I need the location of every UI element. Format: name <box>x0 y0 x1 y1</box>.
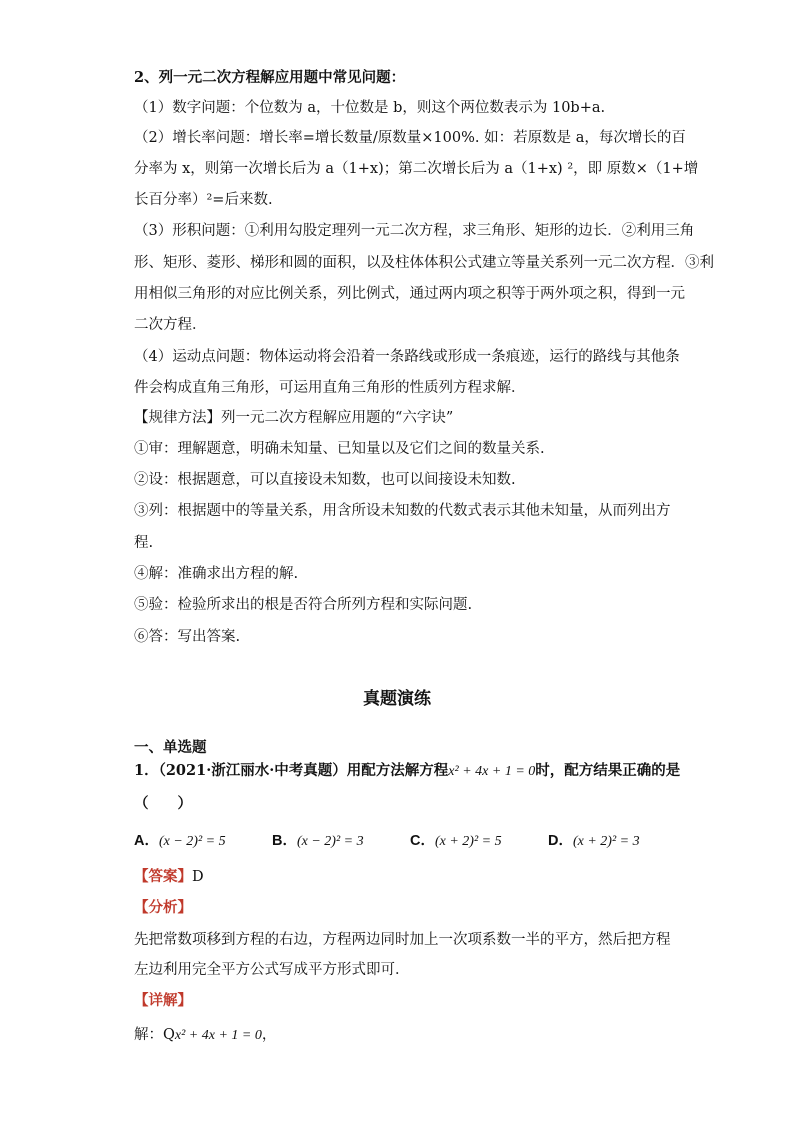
item-line: 用相似三角形的对应比例关系，列比例式，通过两内项之积等于两外项之积，得到一元 <box>134 286 685 302</box>
item-line: 长百分率）²=后来数. <box>134 192 273 208</box>
analysis-line: 左边利用完全平方公式写成平方形式即可． <box>134 962 410 978</box>
option-d[interactable] <box>548 830 640 853</box>
practice-title: 真题演练 <box>363 689 431 709</box>
detail-tag: 【详解】 <box>134 992 192 1009</box>
question-equation: x² + 4x + 1 = 0 <box>448 764 536 779</box>
detail-prefix: 解：Q <box>134 1027 175 1043</box>
method-heading: 【规律方法】列一元二次方程解应用题的“六字诀” <box>134 410 454 426</box>
option-expr: (x + 2)² = 3 <box>572 834 640 849</box>
item-line: 件会构成直角三角形，可运用直角三角形的性质列方程求解． <box>134 380 526 396</box>
question-stem <box>134 760 681 783</box>
item-line: 二次方程． <box>134 317 207 333</box>
option-label: C． <box>410 833 435 849</box>
option-label: D． <box>548 833 573 849</box>
question-type: 一、单选题 <box>134 739 207 756</box>
question-prefix: 1．（2021·浙江丽水·中考真题）用配方法解方程 <box>134 762 449 779</box>
detail-line <box>134 1024 674 1047</box>
item-line: 形、矩形、菱形、梯形和圆的面积，以及柱体体积公式建立等量关系列一元二次方程．③利 <box>134 255 714 271</box>
question-bracket: （ ） <box>134 795 192 812</box>
option-label: A． <box>134 833 159 849</box>
analysis-tag: 【分析】 <box>134 899 192 916</box>
answer-tag: 【答案】 <box>134 868 192 885</box>
method-step: ⑤验：检验所求出的根是否符合所列方程和实际问题. <box>134 597 473 613</box>
method-step: ②设：根据题意，可以直接设未知数，也可以间接设未知数. <box>134 472 516 488</box>
item-line: 分率为 x，则第一次增长后为 a（1+x)；第二次增长后为 a（1+x) ²，即 原数×（1+增 <box>134 161 699 177</box>
method-step: ⑥答：写出答案. <box>134 629 241 645</box>
option-label: B． <box>272 833 297 849</box>
section-heading: 2、列一元二次方程解应用题中常见问题： <box>134 69 406 86</box>
method-step: ①审：理解题意，明确未知量、已知量以及它们之间的数量关系. <box>134 441 545 457</box>
option-expr: (x − 2)² = 5 <box>158 834 226 849</box>
detail-suffix: ， <box>261 1027 277 1043</box>
method-step: ④解：准确求出方程的解. <box>134 566 299 582</box>
question-suffix: 时，配方结果正确的是 <box>535 762 681 779</box>
detail-equation: x² + 4x + 1 = 0 <box>174 1028 262 1043</box>
option-a[interactable] <box>134 830 226 853</box>
method-step: ③列：根据题中的等量关系，用含所设未知数的代数式表示其他未知量，从而列出方 <box>134 503 671 519</box>
option-expr: (x + 2)² = 5 <box>434 834 502 849</box>
option-expr: (x − 2)² = 3 <box>296 834 364 849</box>
item-line: （4）运动点问题：物体运动将会沿着一条路线或形成一条痕迹，运行的路线与其他条 <box>134 349 680 365</box>
option-b[interactable] <box>272 830 364 853</box>
analysis-line: 先把常数项移到方程的右边，方程两边同时加上一次项系数一半的平方，然后把方程 <box>134 932 671 948</box>
answer-value: D <box>192 869 204 885</box>
option-c[interactable] <box>410 830 502 853</box>
item-line: （1）数字问题：个位数为 a，十位数是 b，则这个两位数表示为 10b+a. <box>134 100 606 116</box>
method-step: 程. <box>134 535 154 551</box>
answer-line <box>134 866 674 888</box>
item-line: （3）形积问题：①利用勾股定理列一元二次方程，求三角形、矩形的边长．②利用三角 <box>134 223 695 239</box>
item-line: （2）增长率问题：增长率=增长数量/原数量×100%. 如：若原数是 a，每次增长的百 <box>134 130 686 146</box>
